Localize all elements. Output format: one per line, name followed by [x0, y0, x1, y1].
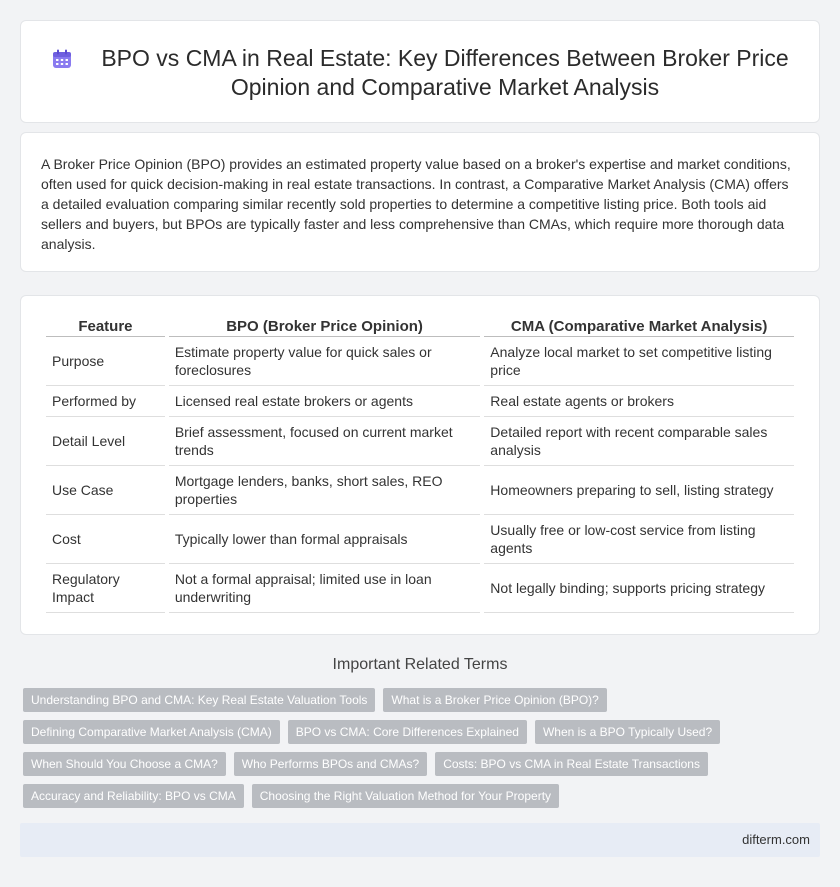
row-cma: Analyze local market to set competitive listing price [484, 337, 794, 386]
row-feature: Regulatory Impact [46, 564, 165, 613]
row-bpo: Licensed real estate brokers or agents [169, 386, 480, 417]
row-bpo: Mortgage lenders, banks, short sales, REO properties [169, 466, 480, 515]
related-term-tag[interactable]: Who Performs BPOs and CMAs? [234, 752, 427, 776]
comparison-table-card [20, 295, 820, 635]
header-cma: CMA (Comparative Market Analysis) [484, 316, 794, 337]
title-card [20, 20, 820, 123]
table-row [46, 564, 794, 613]
related-term-tag[interactable]: What is a Broker Price Opinion (BPO)? [383, 688, 606, 712]
header-bpo: BPO (Broker Price Opinion) [169, 316, 480, 337]
related-term-tag[interactable]: Accuracy and Reliability: BPO vs CMA [23, 784, 244, 808]
footer [20, 823, 820, 857]
table-row [46, 417, 794, 466]
related-terms-title: Important Related Terms [332, 656, 508, 673]
related-term-tag[interactable]: Costs: BPO vs CMA in Real Estate Transactions [435, 752, 708, 776]
comparison-table [42, 316, 798, 613]
intro-card [20, 132, 820, 272]
row-cma: Real estate agents or brokers [484, 386, 794, 417]
row-feature: Use Case [46, 466, 165, 515]
tag-row [23, 688, 803, 712]
row-feature: Performed by [46, 386, 165, 417]
related-term-tag[interactable]: Defining Comparative Market Analysis (CMA) [23, 720, 280, 744]
row-cma: Detailed report with recent comparable sales analysis [484, 417, 794, 466]
tag-row [23, 720, 803, 744]
table-header-row [46, 316, 794, 337]
intro-paragraph: A Broker Price Opinion (BPO) provides an estimated property value based on a broker's expertise and market conditions, often used for quick decision-making in real estate transactions. In contrast, a Comparative Market Analysis (CMA) offers a detailed evaluation comparing similar recently sold properties to determine a competitive listing price. Both tools aid sellers and buyers, but BPOs are typically faster and less comprehensive than CMAs, which require more thorough data analysis. [41, 156, 791, 252]
row-bpo: Brief assessment, focused on current market trends [169, 417, 480, 466]
row-feature: Cost [46, 515, 165, 564]
row-bpo: Estimate property value for quick sales or foreclosures [169, 337, 480, 386]
row-bpo: Not a formal appraisal; limited use in loan underwriting [169, 564, 480, 613]
tag-row [23, 784, 803, 808]
page-title: BPO vs CMA in Real Estate: Key Differences Between Broker Price Opinion and Comparative Market Analysis [101, 45, 789, 100]
table-row [46, 386, 794, 417]
related-term-tag[interactable]: When is a BPO Typically Used? [535, 720, 720, 744]
row-bpo: Typically lower than formal appraisals [169, 515, 480, 564]
footer-site-link[interactable]: difterm.com [742, 832, 810, 847]
row-cma: Usually free or low-cost service from listing agents [484, 515, 794, 564]
row-feature: Detail Level [46, 417, 165, 466]
related-terms-list [23, 688, 803, 816]
row-cma: Not legally binding; supports pricing strategy [484, 564, 794, 613]
related-term-tag[interactable]: When Should You Choose a CMA? [23, 752, 226, 776]
related-term-tag[interactable]: BPO vs CMA: Core Differences Explained [288, 720, 527, 744]
table-row [46, 337, 794, 386]
related-term-tag[interactable]: Choosing the Right Valuation Method for Your Property [252, 784, 559, 808]
tag-row [23, 752, 803, 776]
row-cma: Homeowners preparing to sell, listing strategy [484, 466, 794, 515]
related-term-tag[interactable]: Understanding BPO and CMA: Key Real Estate Valuation Tools [23, 688, 375, 712]
table-row [46, 466, 794, 515]
header-feature: Feature [46, 316, 165, 337]
calendar-icon [51, 48, 73, 70]
table-row [46, 515, 794, 564]
row-feature: Purpose [46, 337, 165, 386]
